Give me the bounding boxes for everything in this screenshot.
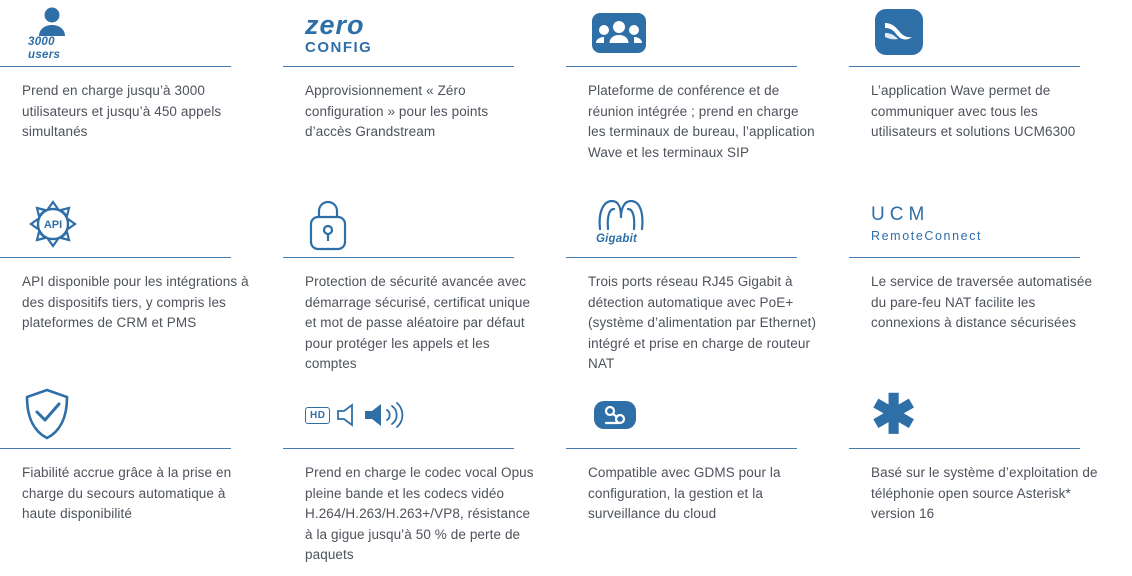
- icon-area: [566, 382, 827, 448]
- hd-audio-video-icon: [305, 400, 408, 430]
- icon-area: [0, 382, 261, 448]
- feature-card-conference: [566, 0, 849, 191]
- api-gear-icon: [22, 196, 84, 252]
- feature-description: Le service de traversée automatisée du pare-feu NAT facilite les connexions à distance sécurisées: [871, 274, 1093, 331]
- divider: [0, 66, 231, 67]
- feature-card-api: [0, 191, 283, 382]
- feature-description: Compatible avec GDMS pour la configuration, la gestion et la surveillance du cloud: [588, 465, 781, 522]
- feature-description: Trois ports réseau RJ45 Gigabit à détection automatique avec PoE+ (système d’alimentation par Ethernet) intégré et prise en charge de routeur NAT: [588, 274, 817, 372]
- gigabit-network-icon: [588, 195, 654, 253]
- divider: [849, 257, 1080, 258]
- security-lock-icon: [305, 195, 351, 253]
- icon-area: [0, 0, 261, 66]
- users-capacity-icon: [22, 3, 82, 63]
- feature-description: Plateforme de conférence et de réunion intégrée ; prend en charge les terminaux de bureau, l’application Wave et les terminaux SIP: [588, 83, 815, 160]
- hd-badge-label: HD: [305, 407, 330, 424]
- feature-description: Prend en charge le codec vocal Opus pleine bande et les codecs vidéo H.264/H.263/H.263+/VP8, résistance à la gigue jusqu’à 50 % de perte de paquets: [305, 465, 534, 563]
- feature-description: Fiabilité accrue grâce à la prise en charge du secours automatique à haute disponibilité: [22, 465, 232, 522]
- divider: [566, 257, 797, 258]
- ucm-remoteconnect-icon: UCM RemoteConnect: [871, 204, 983, 244]
- feature-card-gigabit: [566, 191, 849, 382]
- icon-area: [849, 382, 1110, 448]
- divider: [566, 66, 797, 67]
- feature-card-security: [283, 191, 566, 382]
- divider: [566, 448, 797, 449]
- feature-description: Basé sur le système d’exploitation de téléphonie open source Asterisk* version 16: [871, 465, 1098, 522]
- gdms-cloud-icon: [588, 393, 642, 437]
- icon-area: [0, 191, 261, 257]
- divider: [849, 448, 1080, 449]
- icon-area: [849, 191, 1110, 257]
- feature-description: API disponible pour les intégrations à des dispositifs tiers, y compris les plateformes de CRM et PMS: [22, 274, 249, 331]
- icon-area: [283, 382, 544, 448]
- conference-users-icon: [588, 9, 650, 57]
- feature-card-ucm-remoteconnect: [849, 191, 1132, 382]
- divider: [283, 257, 514, 258]
- feature-description: L’application Wave permet de communiquer avec tous les utilisateurs et solutions UCM6300: [871, 83, 1076, 140]
- reliability-shield-check-icon: [22, 386, 72, 444]
- feature-card-wave-app: [849, 0, 1132, 191]
- divider: [283, 448, 514, 449]
- asterisk-icon: ✱: [871, 385, 917, 445]
- divider: [849, 66, 1080, 67]
- divider: [0, 257, 231, 258]
- icon-area: [566, 191, 827, 257]
- wave-app-icon: [871, 7, 927, 59]
- feature-card-hd-codecs: [283, 382, 566, 576]
- divider: [283, 66, 514, 67]
- icon-area: [566, 0, 827, 66]
- api-gear-icon-label: API: [43, 219, 63, 231]
- feature-card-users-capacity: [0, 0, 283, 191]
- icon-area: [283, 191, 544, 257]
- gigabit-network-icon-label: Gigabit: [596, 233, 638, 245]
- feature-card-asterisk: [849, 382, 1132, 576]
- feature-card-gdms: [566, 382, 849, 576]
- feature-description: Prend en charge jusqu’à 3000 utilisateurs et jusqu’à 450 appels simultanés: [22, 83, 222, 140]
- users-capacity-icon-label: 3000 users: [28, 36, 61, 61]
- feature-card-zero-config: [283, 0, 566, 191]
- feature-description: Protection de sécurité avancée avec démarrage sécurisé, certificat unique et mot de passe aléatoire par défaut pour protéger les appels et les comptes: [305, 274, 531, 372]
- icon-area: [849, 0, 1110, 66]
- icon-area: [283, 0, 544, 66]
- feature-description: Approvisionnement « Zéro configuration » pour les points d’accès Grandstream: [305, 83, 489, 140]
- zero-config-icon: zero CONFIG: [305, 9, 373, 56]
- divider: [0, 448, 231, 449]
- feature-card-reliability: [0, 382, 283, 576]
